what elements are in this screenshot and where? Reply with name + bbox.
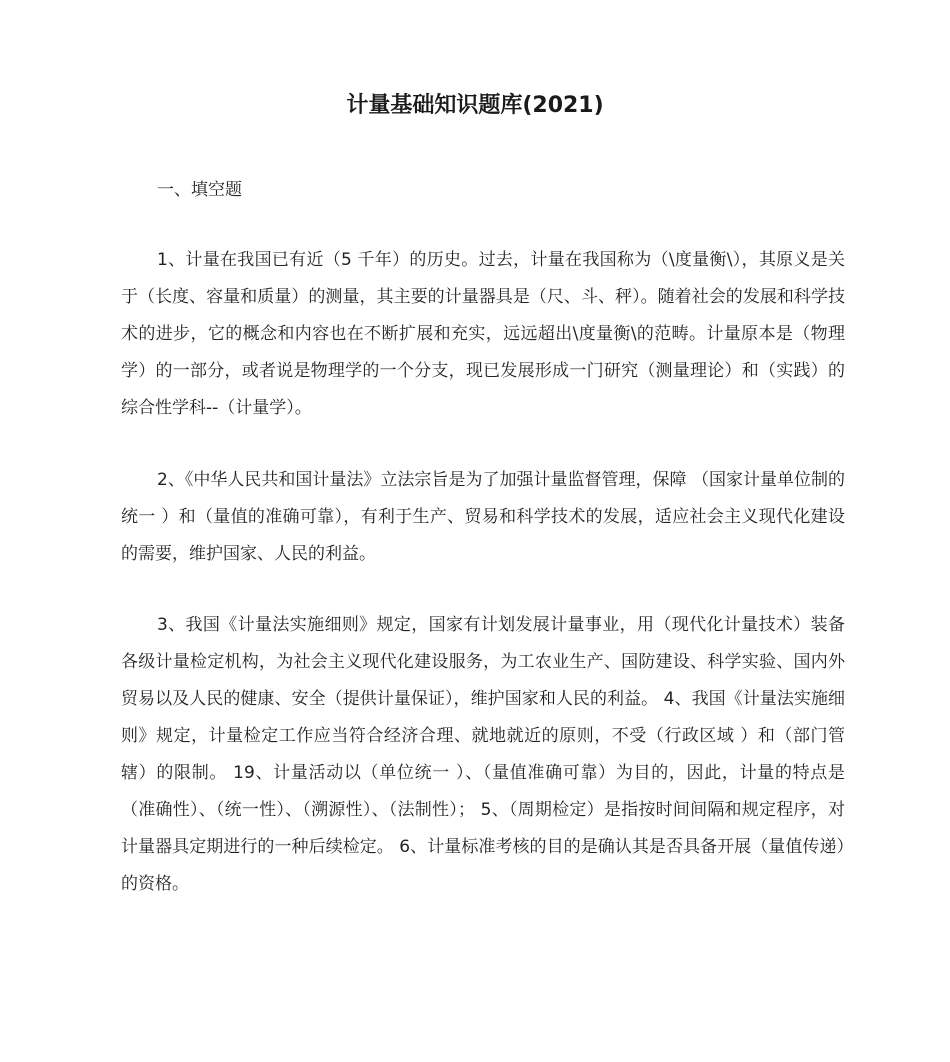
paragraph-3: 3、我国《计量法实施细则》规定，国家有计划发展计量事业，用（现代化计量技术）装备各级计量检定机构，为社会主义现代化建设服务，为工农业生产、国防建设、科学实验、国内外贸易以及人民的健康、安全（提供计量保证），维护国家和人民的利益。 4、我国《计量法实施细则》规定，计量检定工作应当符合经济合理、就地就近的原则，不受（行政区域 ）和（部门管辖）的限制。 19、计量活动以（单位统一 ）、（量值准确可靠）为目的，因此，计量的特点是（准确性）、（统一性）、（溯源性）、（法制性）； 5、（周期检定）是指按时间间隔和规定程序，对计量器具定期进行的一种后续检定。 6、计量标准考核的目的是确认其是否具备开展（量值传递）的资格。	[121, 615, 845, 894]
paragraph-1: 1、计量在我国已有近（5 千年）的历史。过去，计量在我国称为（\度量衡\），其原义是关于（长度、容量和质量）的测量，其主要的计量器具是（尺、斗、秤）。随着社会的发展和科学技术的进步，它的概念和内容也在不断扩展和充实，远远超出\度量衡\的范畴。计量原本是（物理学）的一部分，或者说是物理学的一个分支，现已发展形成一门研究（测量理论）和（实践）的综合性学科--（计量学）。	[121, 250, 845, 418]
paragraph-2: 2、《中华人民共和国计量法》立法宗旨是为了加强计量监督管理，保障 （国家计量单位制的统一 ）和（量值的准确可靠），有利于生产、贸易和科学技术的发展，适应社会主义现代化建设的需要，维护国家、人民的利益。	[121, 470, 845, 564]
section-heading: 一、填空题	[157, 180, 242, 200]
document-title: 计量基础知识题库(2021)	[346, 93, 604, 118]
